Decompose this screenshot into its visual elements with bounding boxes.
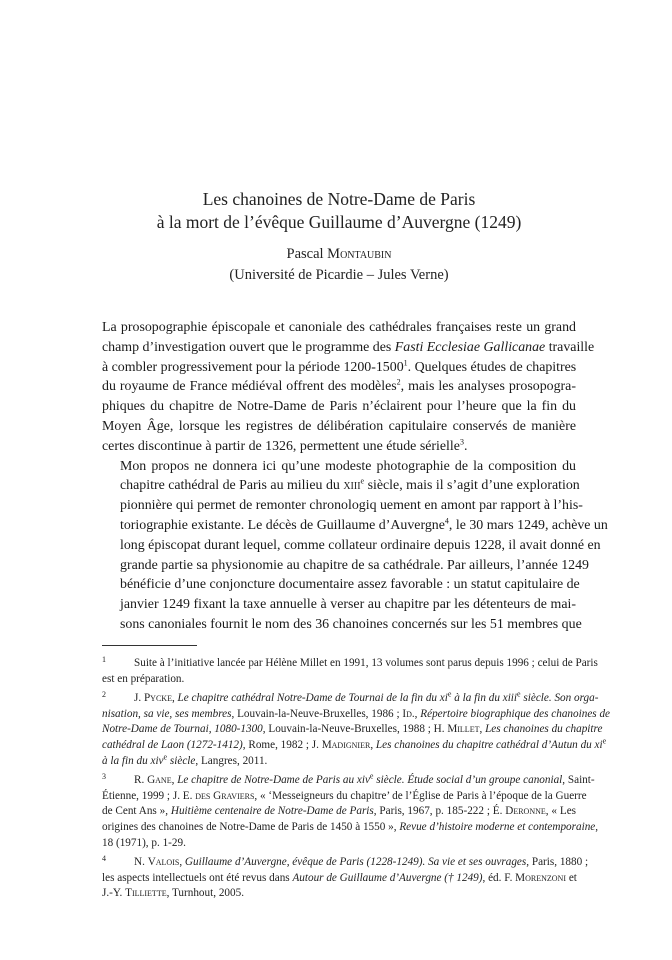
text-line: phiques du chapitre de Notre-Dame de Paris n’éclairent pour l’heure que la fin du — [102, 399, 576, 415]
text-line: Moyen Âge, lorsque les registres de délibération capitulaire conservés de manière — [102, 418, 576, 434]
text-line: bénéficie d’une conjoncture documentaire assez favorable : un statut capitulaire de — [120, 577, 580, 593]
text-line: à combler progressivement pour la période 1200-1500$^1$. Quelques études de chapitres — [102, 357, 577, 375]
footnote-divider — [102, 645, 197, 646]
author-last-name: Montaubin — [327, 246, 392, 262]
author-name — [102, 244, 576, 265]
text-line: pionnière qui permet de remonter chronologiq uement en amont par rapport à l’his- — [120, 498, 583, 514]
text-line: du royaume de France médiéval offrent des modèles$^2$, mais les analyses prosopogra- — [102, 377, 576, 395]
footnote-number: 3 — [102, 772, 106, 782]
text-line: champ d’investigation ouvert que le programme des Fasti Ecclesiae Gallicanae travaille — [102, 339, 595, 355]
text-line: La prosopographie épiscopale et canoniale des cathédrales françaises reste un grand — [102, 320, 576, 335]
text-line: long épiscopat durant lequel, comme collateur ordinaire depuis 1228, il avait donné en — [120, 537, 601, 553]
author-block — [102, 244, 576, 286]
text-line: certes discontinue à partir de 1326, permettent une étude sérielle$^3$. — [102, 437, 468, 454]
footnote-4: 4 N. Valois, Guillaume d’Auvergne, évêque de Paris (1228-1249). Sa vie et ses ouvrages, Paris, 1880 ; les aspects intellectuels ont été revus dans Autour de Guillaume d’Auvergne († 1249), éd. F. Morenzoni et J.-Y. Tilliette, Turnhout, 2005. — [102, 851, 576, 902]
text-line: sons canoniales fournit le nom des 36 chanoines concernés sur les 51 membres que — [120, 616, 582, 632]
footnote-1: 1 Suite à l’initiative lancée par Hélène Millet en 1991, 13 volumes sont parus depuis 1996 ; celui de Paris est en préparation. — [102, 652, 576, 687]
footnote-number: 4 — [102, 854, 106, 864]
author-affiliation: (Université de Picardie – Jules Verne) — [229, 267, 449, 283]
footnote-ref-1[interactable]: 1 — [403, 357, 408, 367]
author-first-name: Pascal — [286, 246, 328, 262]
footnotes — [102, 652, 610, 902]
title-line-2: à la mort de l’évêque Guillaume d’Auvergne (1249) — [156, 212, 522, 232]
footnote-ref-4[interactable]: 4 — [444, 516, 449, 526]
title-line-1: Les chanoines de Notre-Dame de Paris — [202, 189, 476, 209]
text-line: chapitre cathédral de Paris au milieu du xiii$^e$ siècle, mais il s’agit d’une exploration — [120, 476, 580, 494]
text-line: janvier 1249 fixant la taxe annuelle à verser au chapitre par les détenteurs de mai- — [120, 597, 576, 613]
text-line: Mon propos ne donnera ici qu’une modeste photographie de la composition du — [120, 458, 576, 474]
paragraph-1 — [102, 318, 595, 457]
text-line: toriographie existante. Le décès de Guillaume d’Auvergne$^4$, le 30 mars 1249, achève un — [120, 516, 608, 533]
footnote-ref-2[interactable]: 2 — [396, 377, 401, 387]
footnote-3: 3 R. Gane, Le chapitre de Notre-Dame de Paris au xiv$^e$ siècle. Étude social d’un groupe canonial, Saint- Étienne, 1999 ; J. E. des Graviers, « ‘Messeigneurs du chapitre’ de l’Église de Paris à l’époque de la Guerre de Cent Ans », Huitième centenaire de Notre-Dame de Paris, Paris, 1967, p. 185-222 ; É. Deronne, « Les origines des chanoines de Notre-Dame de Paris de 1450 à 1550 », Revue d’histoire moderne et contemporaine, 18 (1971), p. 1-29. — [102, 769, 576, 851]
footnote-number: 1 — [102, 655, 106, 664]
text-line: grande partie sa physionomie au chapitre de sa cathédrale. Par ailleurs, l’année 1249 — [120, 557, 590, 573]
body-text — [102, 318, 608, 635]
footnote-ref-3[interactable]: 3 — [459, 437, 464, 447]
article-title — [102, 188, 576, 234]
footnote-2: 2 J. Pycke, Le chapitre cathédral Notre-Dame de Tournai de la fin du $xi^e$ à la fin du xiii$^e$ siècle. Son orga- nisation, sa vie, ses membres, Louvain-la-Neuve-Bruxelles, 1986 ; Id., Répertoire biographique des chanoines de Notre-Dame de Tournai, 1080-1300, Louvain-la-Neuve-Bruxelles, 1988 ; H. Millet, Les chanoines du chapitre cathédral de Laon (1272-1412), Rome, 1982 ; J. Madignier, Les chanoines du chapitre cathédral d’Autun du $xi^e$ à la fin du xiv$^e$ siècle, Langres, 2011. — [102, 687, 576, 769]
footnote-number: 2 — [102, 690, 106, 700]
series-title: Fasti Ecclesiae Gallicanae — [394, 339, 546, 355]
paragraph-2 — [102, 457, 608, 635]
